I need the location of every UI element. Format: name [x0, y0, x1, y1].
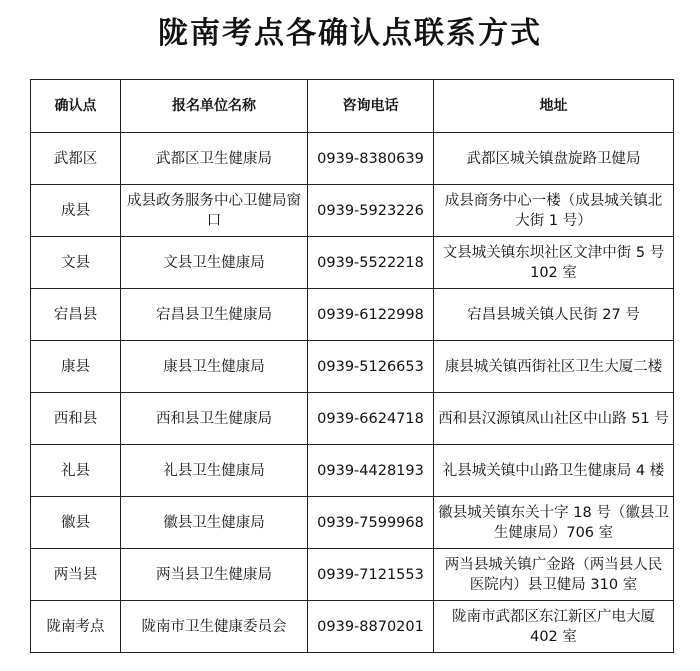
table-row: [31, 185, 674, 237]
cell-point: 徽县: [31, 497, 121, 549]
cell-point: 礼县: [31, 445, 121, 497]
table-row: [31, 289, 674, 341]
table-row: [31, 445, 674, 497]
cell-address: 文县城关镇东坝社区文津中街 5 号 102 室: [434, 237, 674, 289]
cell-phone: 0939-5923226: [308, 185, 434, 237]
cell-point: 武都区: [31, 133, 121, 185]
header-confirmation-point: 确认点: [31, 80, 121, 133]
cell-phone: 0939-7121553: [308, 549, 434, 601]
table-row: [31, 237, 674, 289]
cell-unit: 西和县卫生健康局: [121, 393, 308, 445]
header-phone: 咨询电话: [308, 80, 434, 133]
cell-point: 宕昌县: [31, 289, 121, 341]
table-row: [31, 341, 674, 393]
cell-phone: 0939-5522218: [308, 237, 434, 289]
table-row: [31, 601, 674, 653]
cell-point: 西和县: [31, 393, 121, 445]
cell-address: 两当县城关镇广金路（两当县人民医院内）县卫健局 310 室: [434, 549, 674, 601]
cell-phone: 0939-5126653: [308, 341, 434, 393]
cell-phone: 0939-8870201: [308, 601, 434, 653]
table-header-row: [31, 80, 674, 133]
cell-phone: 0939-8380639: [308, 133, 434, 185]
cell-address: 宕昌县城关镇人民街 27 号: [434, 289, 674, 341]
header-unit-name: 报名单位名称: [121, 80, 308, 133]
cell-address: 成县商务中心一楼（成县城关镇北大街 1 号）: [434, 185, 674, 237]
cell-unit: 康县卫生健康局: [121, 341, 308, 393]
table-row: [31, 393, 674, 445]
cell-unit: 徽县卫生健康局: [121, 497, 308, 549]
page-title: 陇南考点各确认点联系方式: [158, 16, 542, 51]
cell-phone: 0939-4428193: [308, 445, 434, 497]
cell-unit: 成县政务服务中心卫健局窗口: [121, 185, 308, 237]
cell-unit: 礼县卫生健康局: [121, 445, 308, 497]
cell-phone: 0939-6122998: [308, 289, 434, 341]
cell-address: 陇南市武都区东江新区广电大厦 402 室: [434, 601, 674, 653]
cell-address: 西和县汉源镇凤山社区中山路 51 号: [434, 393, 674, 445]
cell-address: 武都区城关镇盘旋路卫健局: [434, 133, 674, 185]
cell-address: 康县城关镇西街社区卫生大厦二楼: [434, 341, 674, 393]
cell-phone: 0939-6624718: [308, 393, 434, 445]
cell-point: 两当县: [31, 549, 121, 601]
cell-unit: 两当县卫生健康局: [121, 549, 308, 601]
cell-unit: 武都区卫生健康局: [121, 133, 308, 185]
cell-unit: 文县卫生健康局: [121, 237, 308, 289]
table-row: [31, 497, 674, 549]
cell-point: 康县: [31, 341, 121, 393]
cell-unit: 陇南市卫生健康委员会: [121, 601, 308, 653]
header-address: 地址: [434, 80, 674, 133]
table-row: [31, 549, 674, 601]
cell-phone: 0939-7599968: [308, 497, 434, 549]
contacts-table: [30, 79, 674, 653]
cell-point: 陇南考点: [31, 601, 121, 653]
cell-point: 成县: [31, 185, 121, 237]
cell-address: 徽县城关镇东关十字 18 号（徽县卫生健康局）706 室: [434, 497, 674, 549]
cell-point: 文县: [31, 237, 121, 289]
cell-address: 礼县城关镇中山路卫生健康局 4 楼: [434, 445, 674, 497]
cell-unit: 宕昌县卫生健康局: [121, 289, 308, 341]
table-row: [31, 133, 674, 185]
